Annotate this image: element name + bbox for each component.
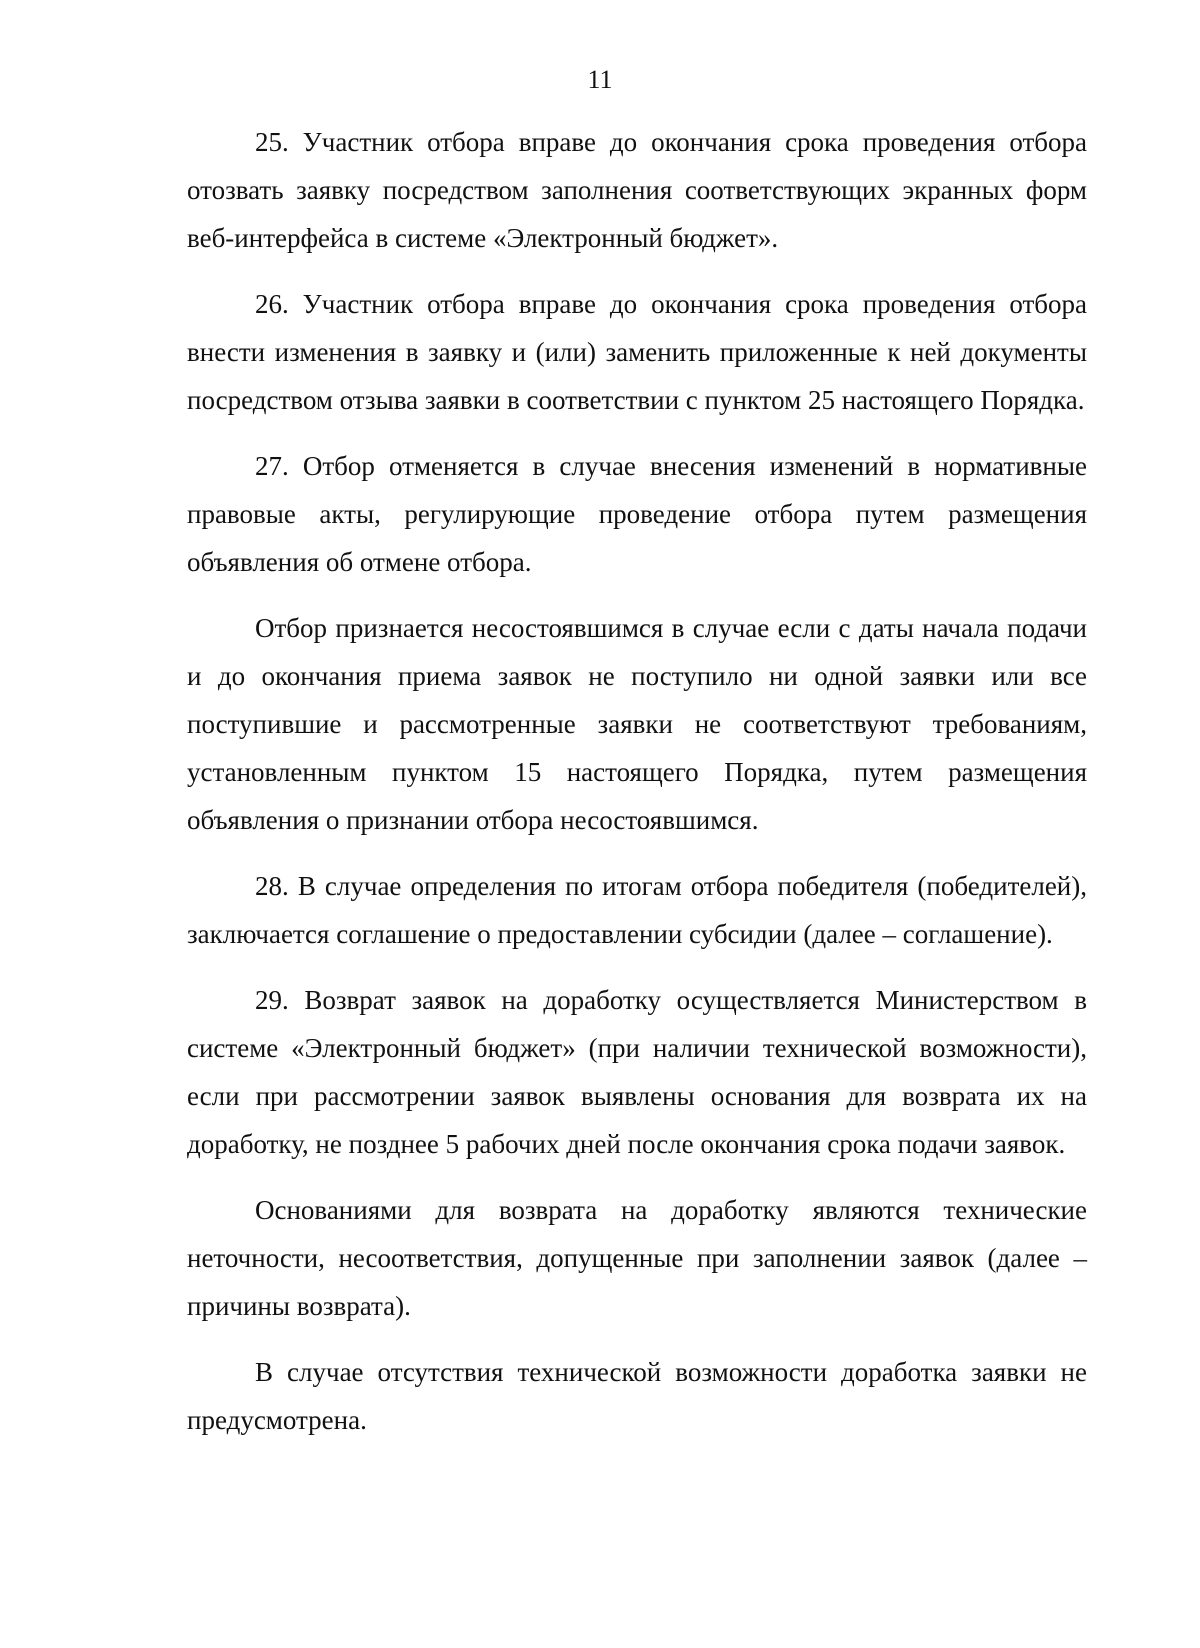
paragraph-27: 27. Отбор отменяется в случае внесения изменений в нормативные правовые акты, регулирующие проведение отбора путем размещения объявления об отмене отбора. <box>187 451 1087 577</box>
document-body <box>187 118 1087 1444</box>
paragraph-28: 28. В случае определения по итогам отбора победителя (победителей), заключается соглашение о предоставлении субсидии (далее – соглашение). <box>187 871 1087 949</box>
paragraph-25: 25. Участник отбора вправе до окончания срока проведения отбора отозвать заявку посредством заполнения соответствующих экранных форм веб-интерфейса в системе «Электронный бюджет». <box>187 127 1087 253</box>
page-number: 11 <box>587 65 613 94</box>
paragraph-29-no-technical-possibility: В случае отсутствия технической возможности доработка заявки не предусмотрена. <box>187 1357 1087 1435</box>
paragraph-26: 26. Участник отбора вправе до окончания срока проведения отбора внести изменения в заявку и (или) заменить приложенные к ней документы посредством отзыва заявки в соответствии с пунктом 25 настоящего Порядка. <box>187 289 1087 415</box>
paragraph-29: 29. Возврат заявок на доработку осуществляется Министерством в системе «Электронный бюджет» (при наличии технической возможности), если при рассмотрении заявок выявлены основания для возврата их на доработку, не позднее 5 рабочих дней после окончания срока подачи заявок. <box>187 985 1087 1159</box>
paragraph-29-return-reasons: Основаниями для возврата на доработку являются технические неточности, несоответствия, допущенные при заполнении заявок (далее – причины возврата). <box>187 1195 1087 1321</box>
paragraph-27-failed-selection: Отбор признается несостоявшимся в случае если с даты начала подачи и до окончания приема заявок не поступило ни одной заявки или все поступившие и рассмотренные заявки не соответствуют требованиям, установленным пунктом 15 настоящего Порядка, путем размещения объявления о признании отбора несостоявшимся. <box>187 613 1087 835</box>
